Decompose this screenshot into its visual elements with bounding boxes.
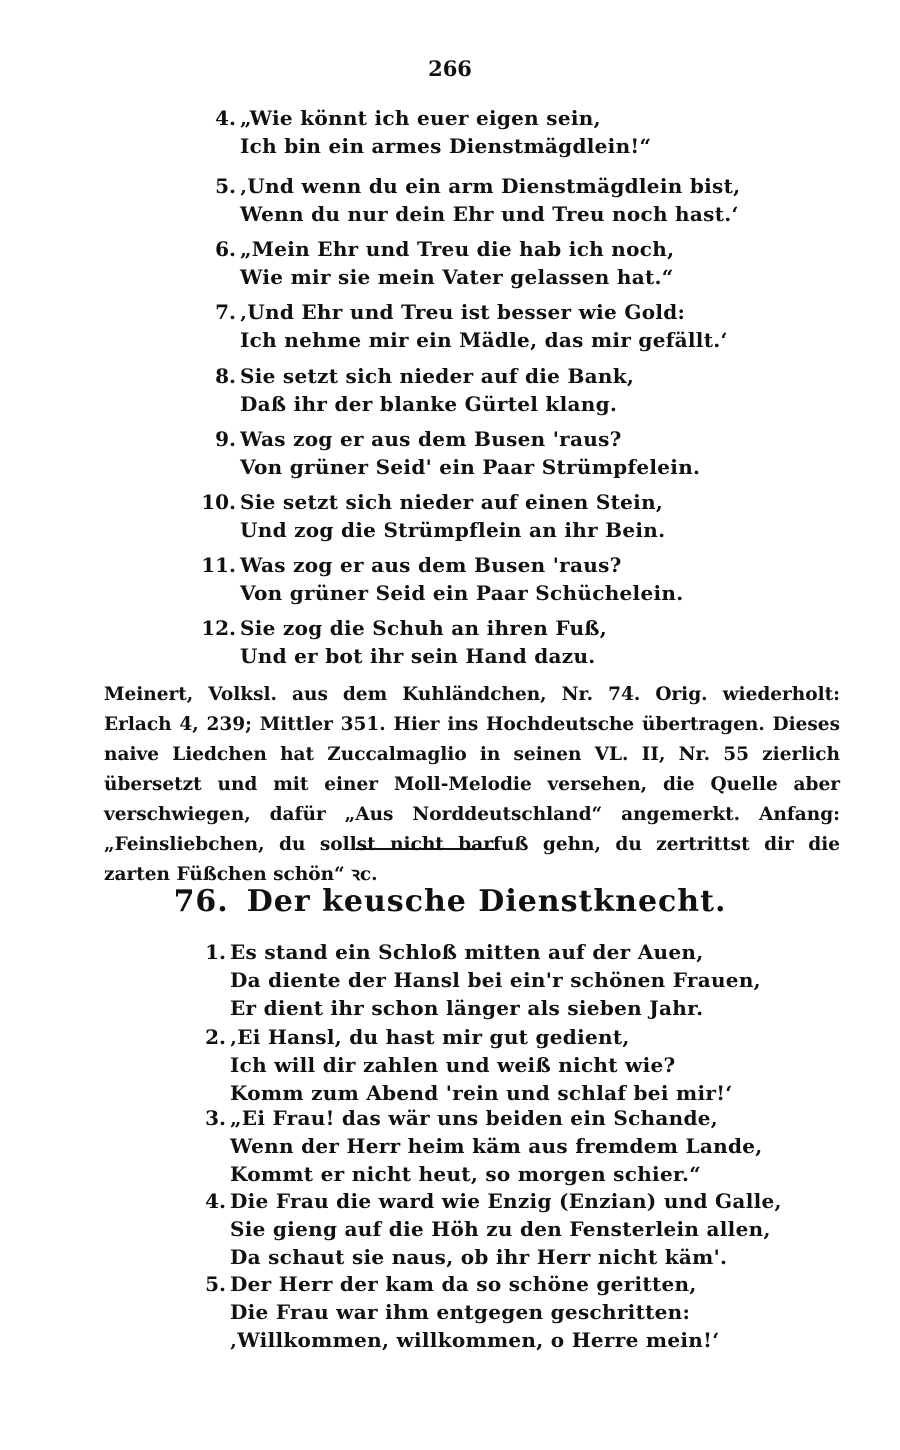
verse-line: ‚Ei Hansl, du hast mir gut gedient, [230,1025,630,1049]
stanza [186,1270,719,1354]
stanza [186,1023,733,1107]
verse-line: Was zog er aus dem Busen 'raus? [240,427,622,451]
verse-line: Sie setzt sich nieder auf die Bank, [240,364,635,388]
verse-line: Von grüner Seid' ein Paar Strümpfelein. [240,455,701,479]
stanza [196,551,683,607]
stanza-number: 12. [201,616,236,640]
verse-line: „Mein Ehr und Treu die hab ich noch, [240,237,675,261]
verse-line: Wenn der Herr heim käm aus fremdem Lande, [230,1134,763,1158]
stanza [186,1104,763,1188]
verse-line: Die Frau die ward wie Enzig (Enzian) und Galle, [230,1189,782,1213]
verse-line: Er dient ihr schon länger als sieben Jahr. [230,996,704,1020]
stanza-number: 1. [205,940,226,964]
verse-line: „Wie könnt ich euer eigen sein, [240,106,601,130]
verse-line: ‚Und wenn du ein arm Dienstmägdlein bist, [240,174,741,198]
stanza [196,614,607,670]
verse-line: Es stand ein Schloß mitten auf der Auen, [230,940,704,964]
stanza-number: 5. [205,1272,226,1296]
verse-line: Und zog die Strümpflein an ihr Bein. [240,518,666,542]
stanza-number: 9. [215,427,236,451]
stanza [196,362,634,418]
verse-line: Und er bot ihr sein Hand dazu. [240,644,596,668]
verse-line: Was zog er aus dem Busen 'raus? [240,553,622,577]
verse-line: Da schaut sie naus, ob ihr Herr nicht käm'. [230,1245,728,1269]
source-note: Meinert, Volksl. aus dem Kuhländchen, Nr. 74. Orig. wiederholt: Erlach 4, 239; Mittler 351. Hier ins Hochdeutsche übertragen. Dieses naive Liedchen hat Zuccalmaglio in seinen VL. II, Nr. 55 zierlich übersetzt und mit einer Moll-Melodie versehen, die Quelle aber verschwiegen, dafür „Aus Norddeutschland“ angemerkt. Anfang: „Feinsliebchen, du sollst nicht barfuß gehn, du zertrittst dir die zarten Füßchen schön“ ꝛc. [104,684,840,885]
verse-line: Wie mir sie mein Vater gelassen hat.“ [240,265,674,289]
verse-line: Sie zog die Schuh an ihren Fuß, [240,616,608,640]
verse-line: Da diente der Hansl bei ein'r schönen Frauen, [230,968,761,992]
verse-line: Daß ihr der blanke Gürtel klang. [240,392,618,416]
stanza [186,938,761,1022]
stanza [196,235,674,291]
stanza [196,425,700,481]
stanza-number: 4. [205,1189,226,1213]
stanza [196,104,651,160]
stanza-number: 3. [205,1106,226,1130]
section-divider [356,848,494,850]
stanza-number: 2. [205,1025,226,1049]
verse-line: Ich nehme mir ein Mädle, das mir gefällt.‘ [240,328,728,352]
verse-line: Der Herr der kam da so schöne geritten, [230,1272,697,1296]
stanza-number: 10. [201,490,236,514]
stanza [186,1187,782,1271]
verse-line: Ich bin ein armes Dienstmägdlein!“ [240,134,652,158]
stanza-number: 5. [215,174,236,198]
stanza-number: 7. [215,300,236,324]
verse-line: Ich will dir zahlen und weiß nicht wie? [230,1053,676,1077]
song-number: 76. [173,884,229,919]
verse-line: Wenn du nur dein Ehr und Treu noch hast.‘ [240,202,739,226]
song-heading [0,884,900,919]
verse-line: Sie gieng auf die Höh zu den Fensterlein allen, [230,1217,771,1241]
stanza-number: 4. [215,106,236,130]
verse-line: ‚Willkommen, willkommen, o Herre mein!‘ [230,1328,720,1352]
verse-line: Komm zum Abend 'rein und schlaf bei mir!‘ [230,1081,733,1105]
page-number: 266 [428,56,472,81]
verse-line: Die Frau war ihm entgegen geschritten: [230,1300,691,1324]
verse-line: „Ei Frau! das wär uns beiden ein Schande, [230,1106,719,1130]
stanza-number: 11. [201,553,236,577]
verse-line: Von grüner Seid ein Paar Schüchelein. [240,581,684,605]
verse-line: ‚Und Ehr und Treu ist besser wie Gold: [240,300,686,324]
verse-line: Sie setzt sich nieder auf einen Stein, [240,490,664,514]
stanza [196,298,728,354]
song-title: Der keusche Dienstknecht. [246,884,727,919]
stanza [196,172,740,228]
verse-line: Kommt er nicht heut, so morgen schier.“ [230,1162,702,1186]
stanza-number: 6. [215,237,236,261]
stanza-number: 8. [215,364,236,388]
stanza [196,488,665,544]
